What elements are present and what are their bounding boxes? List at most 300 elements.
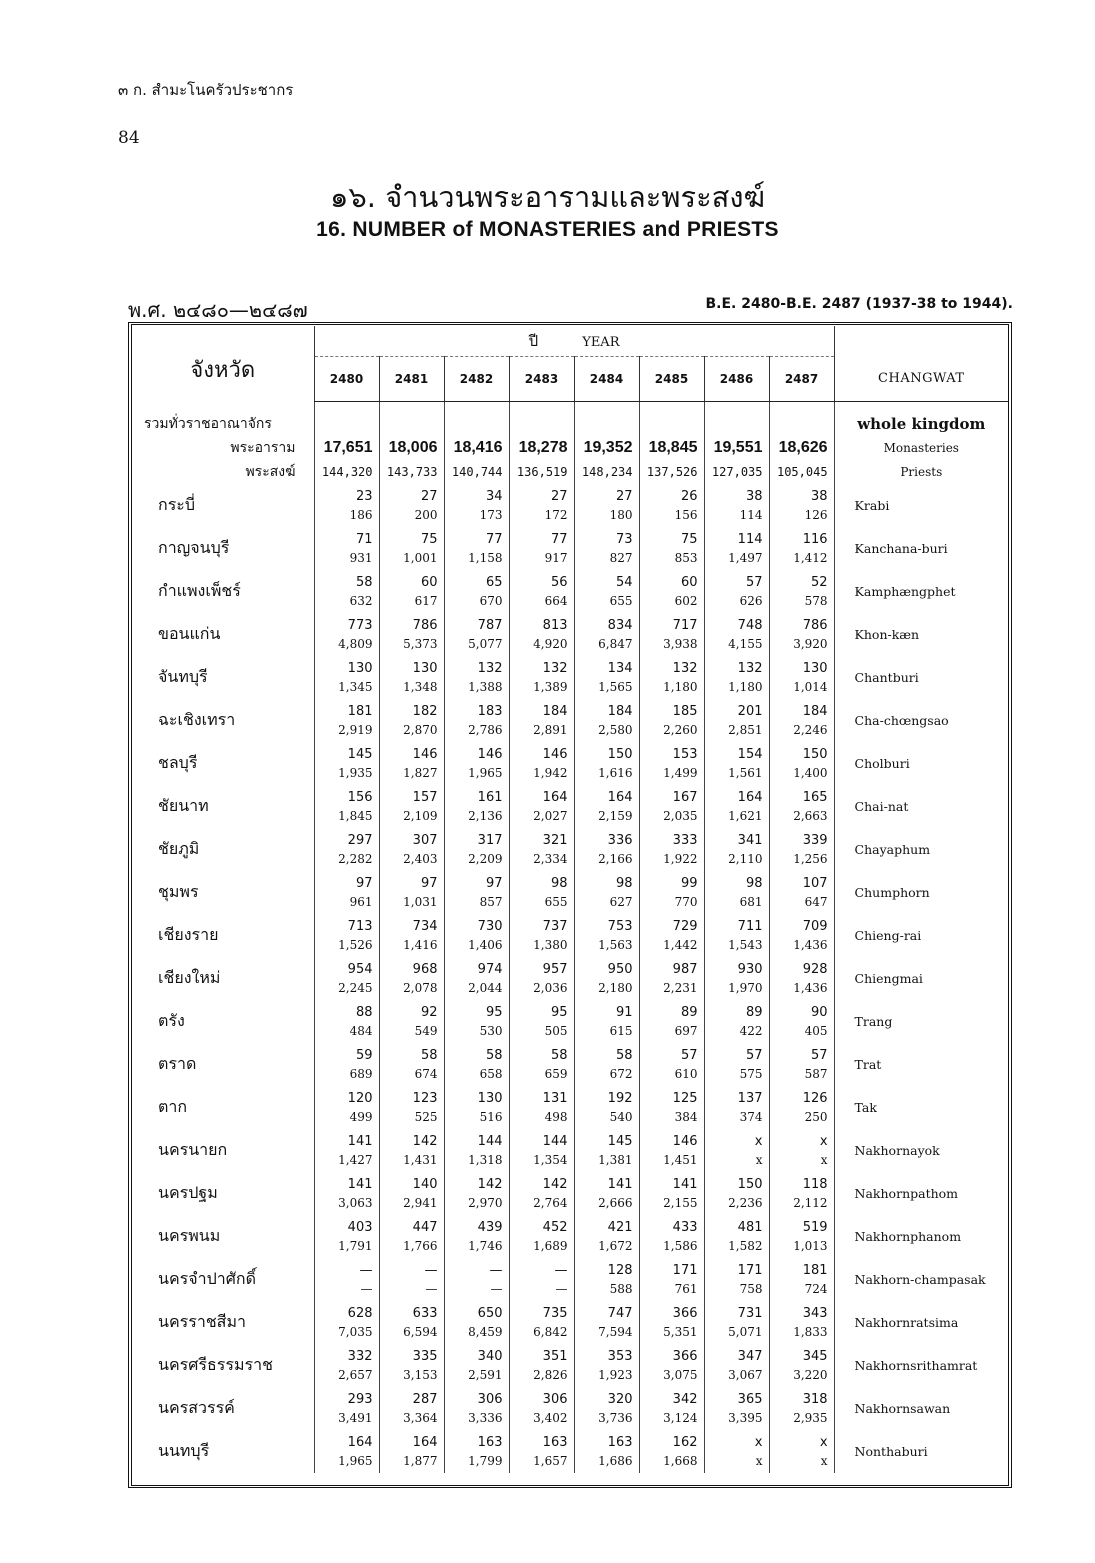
province-name-english: Chantburi (834, 656, 1008, 699)
priests-value: 180 (609, 507, 633, 522)
province-name-english: Khon-kæn (834, 613, 1008, 656)
monasteries-value: 98 (615, 875, 633, 891)
monasteries-value: 90 (811, 1004, 828, 1020)
priests-value: 2,786 (468, 722, 503, 737)
priests-value: 1,766 (403, 1238, 438, 1253)
monasteries-value: 131 (542, 1090, 568, 1106)
monasteries-value: x (754, 1133, 763, 1149)
year-value-cell (639, 1086, 704, 1129)
monasteries-value: 89 (680, 1004, 698, 1020)
priests-value: 632 (349, 593, 373, 608)
period-english: B.E. 2480-B.E. 2487 (1937-38 to 1944). (705, 296, 1013, 312)
year-value-cell (704, 1129, 769, 1172)
province-name-thai: ชัยนาท (158, 796, 209, 815)
year-value-cell (444, 1258, 509, 1301)
monasteries-value: 130 (802, 660, 828, 676)
year-value-cell (379, 1172, 444, 1215)
monasteries-value: 628 (347, 1305, 373, 1321)
year-value-cell (639, 699, 704, 742)
priests-value: 3,063 (338, 1195, 373, 1210)
priests-value: 156 (674, 507, 698, 522)
year-value-cell (769, 1000, 834, 1043)
province-name-thai: กระบี่ (158, 495, 196, 514)
province-name-english: Nakhorn-champasak (834, 1258, 1008, 1301)
priests-value: 2,236 (728, 1195, 763, 1210)
monasteries-value: 59 (355, 1047, 373, 1063)
monasteries-value: 351 (542, 1348, 568, 1364)
monasteries-value: 447 (412, 1219, 438, 1235)
year-value-cell (509, 570, 574, 613)
priests-value: 3,220 (793, 1367, 828, 1382)
monasteries-value: — (554, 1262, 568, 1278)
monasteries-value: 91 (615, 1004, 633, 1020)
province-name-english: Chayaphum (834, 828, 1008, 871)
year-value-cell (769, 1215, 834, 1258)
year-value-cell (769, 1301, 834, 1344)
year-header-cell: 2485 (639, 357, 704, 402)
running-head: ๓ ก. สำมะโนครัวประชากร (118, 81, 294, 99)
province-row (132, 1172, 1008, 1215)
year-value-cell (379, 1129, 444, 1172)
year-value-cell (704, 1086, 769, 1129)
monasteries-value: 38 (811, 488, 828, 504)
priests-value: 525 (414, 1109, 438, 1124)
priests-value: 172 (544, 507, 568, 522)
monasteries-value: 126 (802, 1090, 828, 1106)
monasteries-label-thai: พระอาราม (230, 440, 296, 456)
year-value-cell (574, 656, 639, 699)
year-value-cell (704, 1172, 769, 1215)
monasteries-value: 150 (802, 746, 828, 762)
column-header-english: CHANGWAT (834, 357, 1008, 402)
priests-value: 200 (414, 507, 438, 522)
year-value-cell (639, 1301, 704, 1344)
year-value-cell (639, 1215, 704, 1258)
province-name-english: Cholburi (834, 742, 1008, 785)
province-name-thai: ชัยภูมิ (158, 839, 200, 858)
year-value-cell (574, 1387, 639, 1430)
year-value-cell (639, 613, 704, 656)
monasteries-value: 184 (607, 703, 633, 719)
priests-value: 724 (804, 1281, 828, 1296)
monasteries-value: 58 (420, 1047, 438, 1063)
province-name-thai: นครนายก (158, 1140, 228, 1159)
monasteries-value: — (489, 1262, 503, 1278)
monasteries-value: 145 (347, 746, 373, 762)
priests-value: 7,594 (598, 1324, 633, 1339)
priests-value: 2,935 (793, 1410, 828, 1425)
priests-value: 659 (544, 1066, 568, 1081)
monasteries-value: 332 (347, 1348, 373, 1364)
year-value-cell (574, 484, 639, 527)
priests-value: 405 (804, 1023, 828, 1038)
year-value-cell (314, 1215, 379, 1258)
priests-value: 2,282 (338, 851, 373, 866)
year-value-cell (574, 785, 639, 828)
title-english: 16. NUMBER of MONASTERIES and PRIESTS (316, 218, 779, 241)
priests-value: 173 (479, 507, 503, 522)
monasteries-value: 130 (347, 660, 373, 676)
monasteries-value: — (424, 1262, 438, 1278)
monasteries-value: 974 (477, 961, 503, 977)
priests-value: 664 (544, 593, 568, 608)
monasteries-value: 366 (672, 1305, 698, 1321)
monasteries-value: 957 (542, 961, 568, 977)
priests-value: 1,427 (338, 1152, 373, 1167)
priests-value: 853 (674, 550, 698, 565)
priests-value: 4,809 (338, 636, 373, 651)
priests-value: 1,845 (338, 808, 373, 823)
whole-kingdom-priests-row (132, 460, 1008, 484)
year-value-cell (704, 699, 769, 742)
monasteries-value: 150 (737, 1176, 763, 1192)
year-value-cell (314, 699, 379, 742)
monasteries-value: 287 (412, 1391, 438, 1407)
priests-value: 827 (609, 550, 633, 565)
monasteries-value: 748 (737, 617, 763, 633)
year-value-cell (769, 742, 834, 785)
priests-value: 1,431 (403, 1152, 438, 1167)
province-name-thai: เชียงใหม่ (158, 968, 221, 987)
province-name-thai: นครพนม (158, 1226, 221, 1245)
province-name-english: Cha-chœngsao (834, 699, 1008, 742)
year-value-cell (509, 484, 574, 527)
priests-value: 647 (804, 894, 828, 909)
priests-value: — (490, 1281, 503, 1296)
monasteries-value: 318 (802, 1391, 828, 1407)
priests-value: 3,938 (663, 636, 698, 651)
monasteries-value: 171 (672, 1262, 698, 1278)
monasteries-value: 183 (477, 703, 503, 719)
priests-value: 610 (674, 1066, 698, 1081)
priests-value: 3,395 (728, 1410, 763, 1425)
priests-value: 1,563 (598, 937, 633, 952)
year-value-cell (444, 1215, 509, 1258)
priests-value: 3,153 (403, 1367, 438, 1382)
year-value-cell (444, 785, 509, 828)
monasteries-value: 167 (672, 789, 698, 805)
year-value-cell (314, 1129, 379, 1172)
priests-value: 2,155 (663, 1195, 698, 1210)
year-value-cell (704, 1043, 769, 1086)
priests-value: 2,110 (728, 851, 763, 866)
year-value-cell (444, 1172, 509, 1215)
priests-value: 1,388 (468, 679, 503, 694)
monasteries-value: 162 (672, 1434, 698, 1450)
priests-value: 499 (349, 1109, 373, 1124)
year-value-cell (639, 957, 704, 1000)
monasteries-value: 97 (355, 875, 373, 891)
priests-value: 2,970 (468, 1195, 503, 1210)
year-header (314, 326, 834, 357)
priests-value: 672 (609, 1066, 633, 1081)
province-name-thai: จันทบุรี (158, 667, 208, 686)
priests-value: 1,586 (663, 1238, 698, 1253)
priests-value: 2,136 (468, 808, 503, 823)
monasteries-value: 181 (347, 703, 373, 719)
province-row (132, 570, 1008, 613)
priests-value: 1,923 (598, 1367, 633, 1382)
monasteries-value: 153 (672, 746, 698, 762)
priests-value: 1,380 (533, 937, 568, 952)
year-value-cell (704, 957, 769, 1000)
priests-value: 516 (479, 1109, 503, 1124)
year-value-cell (639, 742, 704, 785)
monasteries-value: 184 (802, 703, 828, 719)
year-value-cell (314, 1301, 379, 1344)
province-name-thai: ขอนแก่น (158, 624, 221, 643)
year-value-cell (639, 1387, 704, 1430)
priests-value: 1,970 (728, 980, 763, 995)
year-value-cell (769, 1172, 834, 1215)
year-value-cell (574, 1344, 639, 1387)
priests-value: 1,406 (468, 937, 503, 952)
monasteries-value: 134 (607, 660, 633, 676)
priests-value: 1,381 (598, 1152, 633, 1167)
page-number: 84 (118, 128, 140, 148)
monasteries-value: 347 (737, 1348, 763, 1364)
monasteries-value: 56 (550, 574, 568, 590)
monasteries-value: 433 (672, 1219, 698, 1235)
year-value-cell (379, 1344, 444, 1387)
priests-value: 655 (609, 593, 633, 608)
monasteries-value: 95 (485, 1004, 503, 1020)
priests-value: 626 (739, 593, 763, 608)
year-value-cell (639, 828, 704, 871)
province-name-thai: ชลบุรี (158, 753, 198, 772)
monasteries-value: 164 (412, 1434, 438, 1450)
priests-value: 1,158 (468, 550, 503, 565)
monasteries-value: 142 (542, 1176, 568, 1192)
priests-value: 8,459 (468, 1324, 503, 1339)
priests-value: 6,842 (533, 1324, 568, 1339)
year-value-cell (444, 1043, 509, 1086)
year-value-cell (314, 1258, 379, 1301)
monasteries-value: 786 (412, 617, 438, 633)
year-value-cell (444, 1430, 509, 1473)
year-value-cell (509, 828, 574, 871)
year-value-cell (574, 1043, 639, 1086)
priests-value: 602 (674, 593, 698, 608)
monasteries-value: 27 (550, 488, 568, 504)
monasteries-value: 114 (737, 531, 763, 547)
year-value-cell (444, 570, 509, 613)
priests-value: 5,077 (468, 636, 503, 651)
province-name-thai: นครศรีธรรมราช (158, 1355, 273, 1374)
priests-value: 3,736 (598, 1410, 633, 1425)
wk-monasteries-cell: 18,626 (769, 436, 834, 460)
year-value-cell (639, 1043, 704, 1086)
province-name-english: Trang (834, 1000, 1008, 1043)
priests-value: 1,412 (793, 550, 828, 565)
priests-value: 6,847 (598, 636, 633, 651)
monasteries-value: 132 (672, 660, 698, 676)
priests-value: 2,666 (598, 1195, 633, 1210)
priests-value: 2,919 (338, 722, 373, 737)
priests-value: x (755, 1152, 763, 1167)
year-value-cell (769, 613, 834, 656)
priests-value: 1,436 (793, 980, 828, 995)
year-value-cell (444, 1000, 509, 1043)
monasteries-value: 321 (542, 832, 568, 848)
priests-value: 1,354 (533, 1152, 568, 1167)
year-value-cell (574, 1301, 639, 1344)
priests-value: 917 (544, 550, 568, 565)
year-value-cell (314, 527, 379, 570)
priests-value: 126 (804, 507, 828, 522)
province-name-english: Chumphorn (834, 871, 1008, 914)
year-value-cell (509, 1000, 574, 1043)
year-value-cell (769, 828, 834, 871)
wk-priests-cell: 144,320 (314, 460, 379, 484)
year-value-cell (574, 1172, 639, 1215)
year-value-cell (509, 1043, 574, 1086)
province-name-english: Nakhornayok (834, 1129, 1008, 1172)
priests-value: 758 (739, 1281, 763, 1296)
monasteries-value: 345 (802, 1348, 828, 1364)
priests-value: 1,689 (533, 1238, 568, 1253)
monasteries-value: 97 (485, 875, 503, 891)
priests-value: 2,209 (468, 851, 503, 866)
monasteries-value: x (819, 1133, 828, 1149)
priests-value: 1,436 (793, 937, 828, 952)
province-row (132, 656, 1008, 699)
priests-value: 1,416 (403, 937, 438, 952)
priests-value: 961 (349, 894, 373, 909)
year-value-cell (574, 1000, 639, 1043)
monasteries-value: 787 (477, 617, 503, 633)
province-name-english: Chiengmai (834, 957, 1008, 1000)
year-value-cell (574, 1430, 639, 1473)
monasteries-value: 333 (672, 832, 698, 848)
priests-value: 1,877 (403, 1453, 438, 1468)
year-value-cell (639, 1000, 704, 1043)
monasteries-value: 144 (477, 1133, 503, 1149)
priests-value: 3,124 (663, 1410, 698, 1425)
year-value-cell (639, 527, 704, 570)
monasteries-value: 987 (672, 961, 698, 977)
monasteries-value: 163 (477, 1434, 503, 1450)
year-value-cell (769, 1344, 834, 1387)
monasteries-value: 71 (355, 531, 373, 547)
province-name-english: Tak (834, 1086, 1008, 1129)
priests-value: 770 (674, 894, 698, 909)
monasteries-value: 813 (542, 617, 568, 633)
monasteries-value: 184 (542, 703, 568, 719)
priests-value: 1,400 (793, 765, 828, 780)
wk-priests-cell: 137,526 (639, 460, 704, 484)
year-value-cell (444, 527, 509, 570)
monasteries-value: 95 (550, 1004, 568, 1020)
year-value-cell (704, 1387, 769, 1430)
priests-value: 3,336 (468, 1410, 503, 1425)
priests-value: 2,870 (403, 722, 438, 737)
priests-value: 540 (609, 1109, 633, 1124)
priests-value: 498 (544, 1109, 568, 1124)
monasteries-value: 306 (542, 1391, 568, 1407)
monasteries-value: 142 (412, 1133, 438, 1149)
monasteries-value: 144 (542, 1133, 568, 1149)
monasteries-value: 163 (542, 1434, 568, 1450)
priests-value: — (360, 1281, 373, 1296)
province-name-thai: ตรัง (158, 1011, 185, 1030)
priests-value: 1,686 (598, 1453, 633, 1468)
year-value-cell (704, 656, 769, 699)
priests-value: 1,442 (663, 937, 698, 952)
year-value-cell (639, 1258, 704, 1301)
monasteries-value: 834 (607, 617, 633, 633)
priests-value: 1,561 (728, 765, 763, 780)
province-name-english: Chai-nat (834, 785, 1008, 828)
monasteries-value: 92 (420, 1004, 438, 1020)
province-name-english: Nakhornsrithamrat (834, 1344, 1008, 1387)
year-value-cell (574, 957, 639, 1000)
priests-value: 1,389 (533, 679, 568, 694)
province-name-english: Nakhornratsima (834, 1301, 1008, 1344)
priests-value: 2,591 (468, 1367, 503, 1382)
province-name-thai: เชียงราย (158, 925, 219, 944)
priests-value: 2,246 (793, 722, 828, 737)
monasteries-value: 954 (347, 961, 373, 977)
wk-priests-cell: 143,733 (379, 460, 444, 484)
province-row (132, 914, 1008, 957)
monasteries-value: 747 (607, 1305, 633, 1321)
column-header-thai: จังหวัด (190, 358, 256, 383)
monasteries-value: 141 (347, 1133, 373, 1149)
monasteries-value: 23 (355, 488, 373, 504)
province-row (132, 1430, 1008, 1473)
year-value-cell (639, 1172, 704, 1215)
priests-value: 681 (739, 894, 763, 909)
year-value-cell (444, 742, 509, 785)
year-value-cell (379, 1215, 444, 1258)
year-value-cell (379, 570, 444, 613)
monasteries-value: 146 (672, 1133, 698, 1149)
period-thai: พ.ศ. ๒๔๘๐—๒๔๘๗ (128, 298, 308, 322)
priests-value: 1,616 (598, 765, 633, 780)
priests-value: 1,965 (468, 765, 503, 780)
year-value-cell (639, 656, 704, 699)
monasteries-value: 164 (347, 1434, 373, 1450)
year-value-cell (379, 957, 444, 1000)
monasteries-value: 141 (607, 1176, 633, 1192)
wk-priests-cell: 105,045 (769, 460, 834, 484)
monasteries-value: 336 (607, 832, 633, 848)
year-value-cell (314, 656, 379, 699)
priests-value: 575 (739, 1066, 763, 1081)
monasteries-value: 118 (802, 1176, 828, 1192)
monasteries-value: 633 (412, 1305, 438, 1321)
year-value-cell (509, 656, 574, 699)
priests-value: 617 (414, 593, 438, 608)
year-value-cell (704, 1215, 769, 1258)
priests-value: 2,657 (338, 1367, 373, 1382)
priests-value: 1,001 (403, 550, 438, 565)
monasteries-value: 107 (802, 875, 828, 891)
monasteries-value: 88 (355, 1004, 373, 1020)
priests-value: 627 (609, 894, 633, 909)
year-label-english: YEAR (582, 335, 620, 350)
year-value-cell (379, 828, 444, 871)
province-row (132, 1387, 1008, 1430)
priests-value: 3,075 (663, 1367, 698, 1382)
monasteries-value: 99 (680, 875, 698, 891)
province-row (132, 1258, 1008, 1301)
monasteries-value: 145 (607, 1133, 633, 1149)
monasteries-value: 123 (412, 1090, 438, 1106)
priests-value: 422 (739, 1023, 763, 1038)
year-header-cell: 2484 (574, 357, 639, 402)
